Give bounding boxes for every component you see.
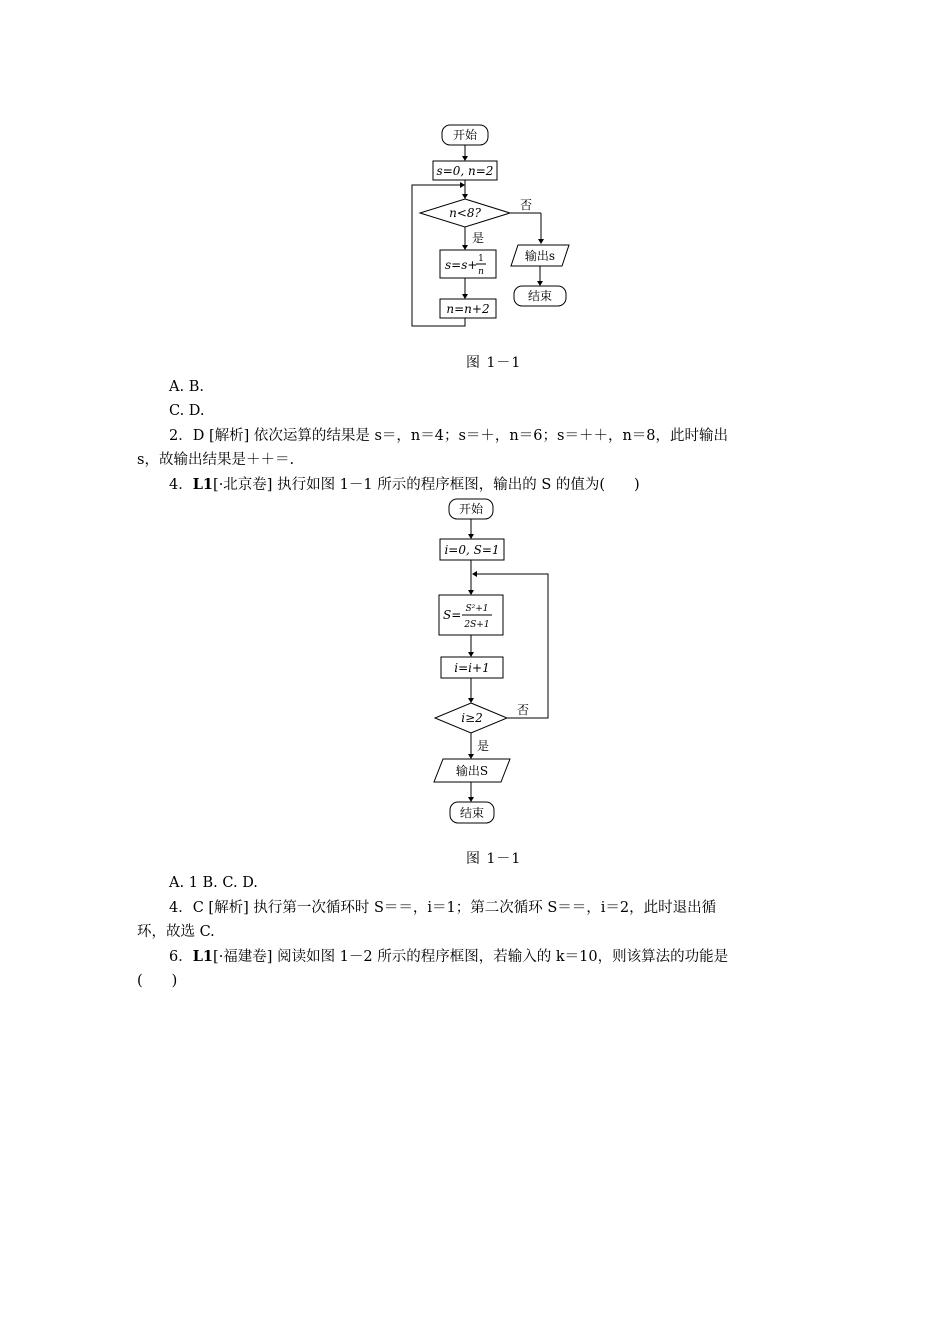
q4-analysis-line2: 环，故选 C. — [137, 924, 215, 940]
q6-number: 6． — [169, 949, 193, 965]
q6-source: [·福建卷] 阅读如图 1－2 所示的程序框图，若输入的 k＝10，则该算法的功能是 — [213, 949, 729, 965]
q6-question-line2: ( ) — [137, 973, 178, 989]
fc1-init-label: s=0, n=2 — [436, 164, 494, 178]
fc1-yes-label: 是 — [472, 231, 485, 245]
fc1-condition-label: n<8? — [449, 206, 481, 220]
fc1-update-s-den: n — [478, 267, 484, 277]
q2-analysis-line1: 2．D [解析] 依次运算的结果是 s＝，n＝4；s＝＋，n＝6；s＝＋＋，n＝8，此时输出 — [169, 428, 729, 444]
fc1-start-label: 开始 — [452, 128, 478, 142]
q4-analysis-line1: 4．C [解析] 执行第一次循环时 S＝＝，i＝1；第二次循环 S＝＝，i＝2，此时退出循 — [169, 900, 717, 916]
fc2-update-S-den: 2S+1 — [464, 620, 490, 630]
q4-tag: L1 — [192, 476, 214, 493]
q6-tag: L1 — [192, 948, 214, 965]
fc2-update-i-label: i=i+1 — [454, 661, 490, 675]
fc2-condition-label: i≥2 — [461, 711, 483, 725]
fc2-yes-label: 是 — [477, 739, 490, 753]
fc1-output-label: 输出s — [524, 249, 556, 263]
fc1-no-label: 否 — [520, 198, 533, 212]
q4-source: [·北京卷] 执行如图 1－1 所示的程序框图，输出的 S 的值为( ) — [213, 477, 640, 493]
q6-question-line1 — [169, 945, 859, 969]
fc2-start-label: 开始 — [458, 502, 484, 516]
fc1-end-label: 结束 — [527, 289, 553, 303]
figure-caption-1: 图 1－1 — [466, 355, 522, 371]
fc1-update-s-num: 1 — [478, 254, 484, 264]
fc1-update-s-lhs: s=s+ — [445, 258, 478, 272]
q4-answer-options: A. 1 B. C. D. — [169, 875, 258, 891]
q2-analysis-line2: s，故输出结果是＋＋＝. — [137, 452, 295, 468]
fc2-update-S-num: S²+1 — [465, 604, 489, 614]
flowchart-2 — [0, 490, 950, 835]
fc2-end-label: 结束 — [459, 806, 485, 820]
figure-caption-2: 图 1－1 — [466, 851, 522, 867]
q4-number: 4． — [169, 477, 193, 493]
q2-options-line1: A. B. — [169, 379, 204, 395]
q2-options-line2: C. D. — [169, 403, 205, 419]
fc2-output-label: 输出S — [455, 764, 489, 778]
fc1-update-n-label: n=n+2 — [446, 302, 490, 316]
fc2-init-label: i=0, S=1 — [444, 543, 500, 557]
flowchart-1 — [0, 0, 950, 360]
fc2-update-S-lhs: S= — [443, 608, 462, 622]
fc2-no-label: 否 — [517, 703, 530, 717]
